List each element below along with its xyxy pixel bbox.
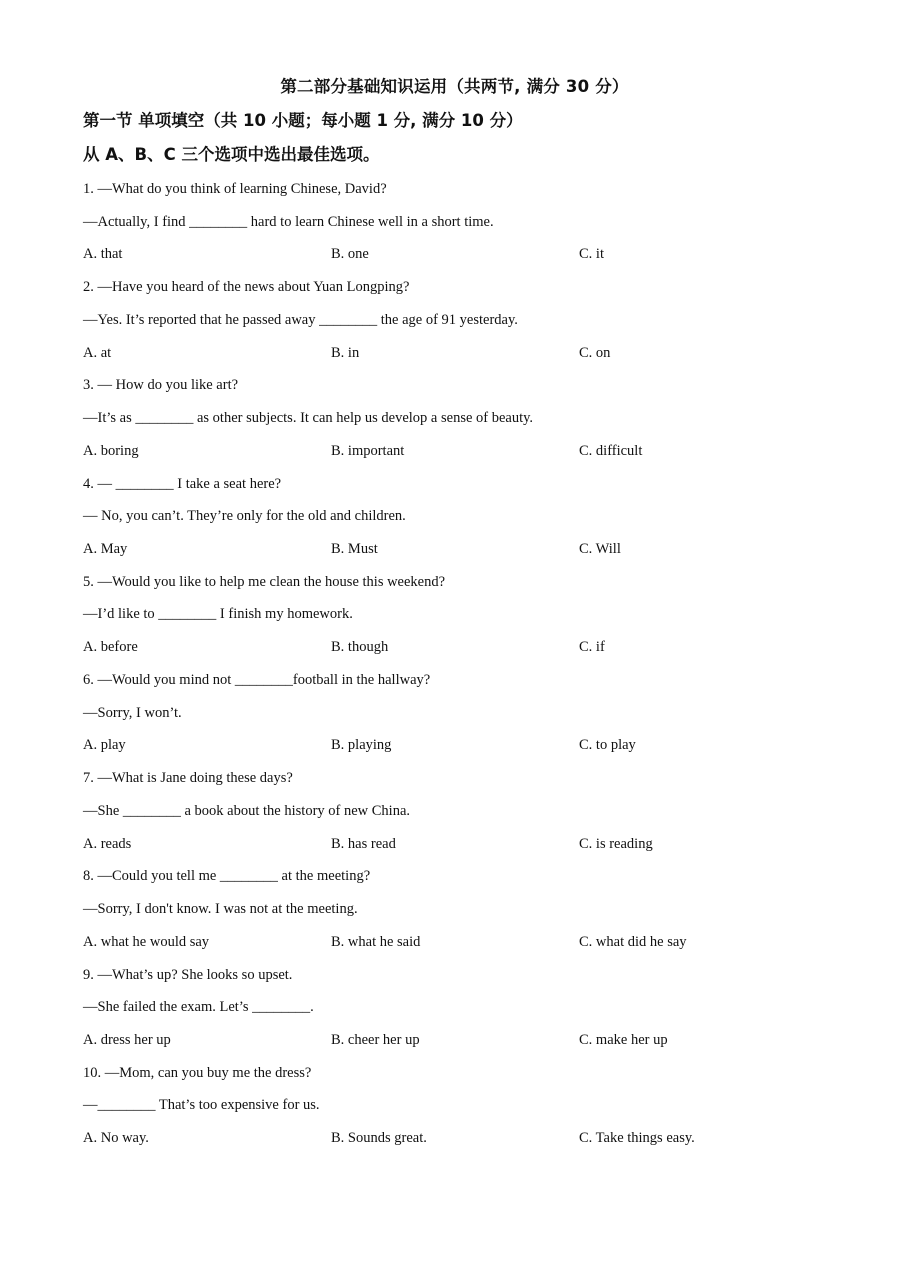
option-c: C. difficult xyxy=(579,442,643,459)
question-9 xyxy=(83,962,843,1060)
question-prompt: 9. —What’s up? She looks so upset. xyxy=(83,966,293,983)
option-c: C. if xyxy=(579,639,605,656)
option-a: A. before xyxy=(83,639,138,656)
option-c: C. it xyxy=(579,246,604,263)
part-title: 第二部分基础知识运用（共两节, 满分 30 分） xyxy=(280,77,629,96)
question-list xyxy=(83,176,843,1158)
option-b: B. important xyxy=(331,442,405,459)
question-prompt: 8. —Could you tell me ________ at the meeting? xyxy=(83,868,371,885)
options-row xyxy=(83,1027,843,1060)
option-b: B. has read xyxy=(331,835,396,852)
options-row xyxy=(83,340,843,373)
question-reply: —Yes. It’s reported that he passed away ________ the age of 91 yesterday. xyxy=(83,311,518,328)
option-c: C. Take things easy. xyxy=(579,1130,695,1147)
question-1 xyxy=(83,176,843,274)
question-3 xyxy=(83,372,843,470)
question-prompt: 7. —What is Jane doing these days? xyxy=(83,770,293,787)
question-reply: —Actually, I find ________ hard to learn Chinese well in a short time. xyxy=(83,213,494,230)
option-b: B. though xyxy=(331,639,389,656)
option-c: C. Will xyxy=(579,540,621,557)
question-4 xyxy=(83,471,843,569)
question-reply: —She failed the exam. Let’s ________. xyxy=(83,999,314,1016)
question-prompt: 5. —Would you like to help me clean the house this weekend? xyxy=(83,573,446,590)
question-6 xyxy=(83,667,843,765)
question-5 xyxy=(83,569,843,667)
option-b: B. in xyxy=(331,344,360,361)
question-7 xyxy=(83,765,843,863)
option-c: C. is reading xyxy=(579,835,653,852)
option-a: A. play xyxy=(83,737,126,754)
question-prompt: 4. — ________ I take a seat here? xyxy=(83,475,282,492)
options-row xyxy=(83,438,843,471)
options-row xyxy=(83,241,843,274)
question-prompt: 1. —What do you think of learning Chinese, David? xyxy=(83,181,387,197)
option-c: C. make her up xyxy=(579,1031,668,1048)
question-10 xyxy=(83,1060,843,1158)
option-a: A. at xyxy=(83,344,112,361)
option-a: A. that xyxy=(83,246,123,263)
options-row xyxy=(83,536,843,569)
option-a: A. reads xyxy=(83,835,132,852)
option-c: C. to play xyxy=(579,737,636,754)
question-reply: —I’d like to ________ I finish my homework. xyxy=(83,606,353,623)
question-8 xyxy=(83,863,843,961)
question-reply: —She ________ a book about the history of new China. xyxy=(83,802,411,819)
question-prompt: 6. —Would you mind not ________football in the hallway? xyxy=(83,671,431,688)
question-reply: —Sorry, I don't know. I was not at the meeting. xyxy=(83,901,358,917)
question-reply: —Sorry, I won’t. xyxy=(83,704,182,721)
options-row xyxy=(83,634,843,667)
option-a: A. boring xyxy=(83,442,139,459)
question-reply: —________ That’s too expensive for us. xyxy=(83,1097,320,1114)
options-row xyxy=(83,831,843,864)
option-b: B. Must xyxy=(331,540,378,557)
question-reply: — No, you can’t. They’re only for the old and children. xyxy=(83,508,406,525)
option-b: B. one xyxy=(331,246,369,263)
question-reply: —It’s as ________ as other subjects. It can help us develop a sense of beauty. xyxy=(83,410,534,427)
question-prompt: 3. — How do you like art? xyxy=(83,377,239,394)
option-a: A. dress her up xyxy=(83,1031,171,1048)
option-a: A. No way. xyxy=(83,1130,149,1147)
section-title: 第一节 单项填空（共 10 小题；每小题 1 分, 满分 10 分） xyxy=(83,111,523,130)
option-c: C. on xyxy=(579,344,611,361)
options-row xyxy=(83,1125,843,1158)
option-b: B. playing xyxy=(331,737,392,754)
option-a: A. May xyxy=(83,540,128,557)
option-a: A. what he would say xyxy=(83,933,210,950)
options-row xyxy=(83,929,843,962)
option-b: B. cheer her up xyxy=(331,1031,420,1048)
option-b: B. what he said xyxy=(331,933,421,950)
instruction: 从 A、B、C 三个选项中选出最佳选项。 xyxy=(83,145,380,164)
option-b: B. Sounds great. xyxy=(331,1130,427,1147)
question-prompt: 10. —Mom, can you buy me the dress? xyxy=(83,1064,312,1081)
question-prompt: 2. —Have you heard of the news about Yuan Longping? xyxy=(83,279,410,296)
options-row xyxy=(83,732,843,765)
question-2 xyxy=(83,274,843,372)
option-c: C. what did he say xyxy=(579,933,687,950)
